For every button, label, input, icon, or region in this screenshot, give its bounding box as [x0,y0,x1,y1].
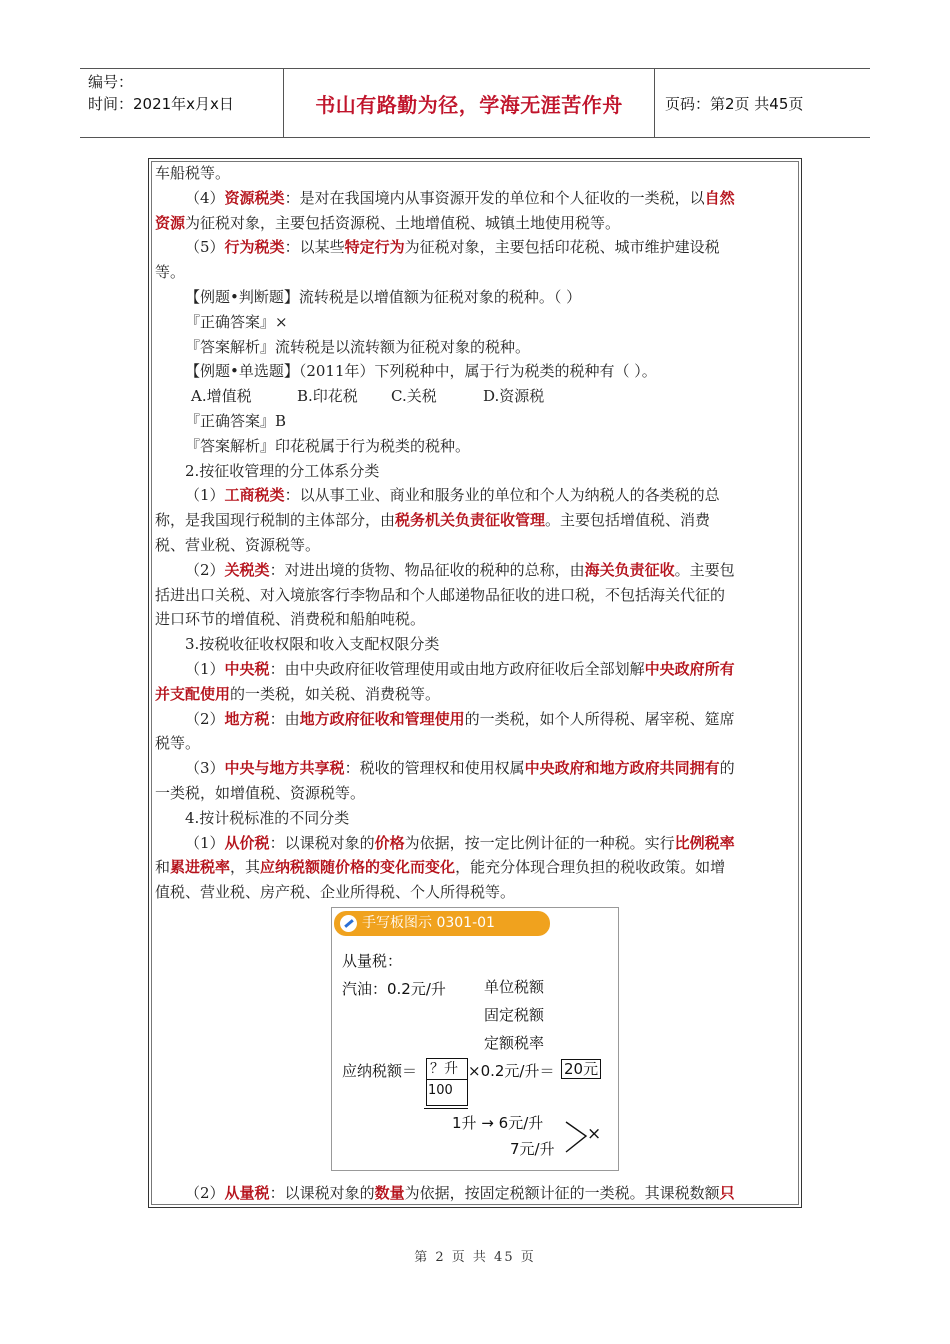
header-meta [80,69,283,137]
highlight-term: 价格 [374,833,405,852]
text-line [155,781,795,806]
figure-title-bar [334,911,550,936]
highlight-term: 关税类 [224,560,270,579]
text-line [155,855,795,880]
content-box [148,158,802,1208]
number-label: 编号： [88,73,134,91]
text-run: 值税、营业税、房产税、企业所得税、个人所得税等。 [155,883,516,902]
fig-label-quantity-tax: 从量税： [342,952,403,970]
fig-label-cross: × [587,1124,602,1144]
text-line [155,657,795,682]
text-line [155,235,795,260]
text-run: 3.按税收征收权限和收入支配权限分类 [185,635,440,654]
text-run: 的一类税，如关税、消费税等。 [230,684,441,703]
option-d: D.资源税 [483,387,545,406]
fig-label-multiply: ×0.2元/升＝ [468,1062,555,1080]
page-header [80,68,870,138]
highlight-term: 中央政府和地方政府共同拥有 [524,759,720,778]
text-run: （1） [185,486,225,505]
text-run: （2） [185,1184,225,1202]
option-c: C.关税 [391,387,437,406]
correct-answer [155,409,795,434]
highlight-term: 中央政府所有 [644,659,735,678]
example-question [155,285,795,310]
text-run: 税、营业税、资源税等。 [155,535,321,554]
text-run: 4.按计税标准的不同分类 [185,808,350,827]
text-run: 『答案解析』印花税属于行为税类的税种。 [185,436,471,455]
text-run: ：以某些 [284,238,345,257]
text-run: ：税收的管理权和使用权属 [344,759,525,778]
text-run: （1） [185,833,225,852]
fig-label-result [561,1058,601,1079]
highlight-term: 累进税率 [170,858,231,877]
fig-label-100: 100 [428,1083,453,1098]
text-line [155,756,795,781]
example-question [155,359,795,384]
text-run: 『答案解析』流转税是以流转额为征税对象的税种。 [185,337,531,356]
text-run: ：是对在我国境内从事资源开发的单位和个人征收的一类税，以 [284,188,705,207]
text-run: 税等。 [155,734,201,753]
text-run: 为依据，按固定税额计征的一类税。其课税数额 [404,1184,720,1202]
text-run: 【例题•判断题】流转税是以增值额为征税对象的税种。（ ） [185,287,582,306]
highlight-term: 数量 [374,1184,405,1202]
text-run: ：由中央政府征收管理使用或由地方政府征收后全部划解 [269,659,645,678]
text-line [155,533,795,558]
text-line [155,583,795,608]
text-line [155,1181,802,1206]
text-line [155,161,795,186]
page-footer: 第 2 页 共 45 页 [414,1250,536,1265]
text-run: 2.按征收管理的分工体系分类 [185,461,380,480]
header-motto: 书山有路勤为径，学海无涯苦作舟 [283,69,655,137]
highlight-term: 海关负责征收 [584,560,675,579]
answer-analysis [155,434,795,459]
text-run: 等。 [155,263,186,282]
text-run: 进口环节的增值税、消费税和船舶吨税。 [155,610,426,629]
pencil-icon [340,915,357,932]
highlight-term: 只 [719,1184,735,1202]
text-run: ，其 [230,858,261,877]
date-label: 时间：2021年x月x日 [88,95,234,113]
text-run: 括进出口关税、对入境旅客行李物品和个人邮递物品征收的进口税，不包括海关代征的 [155,585,726,604]
text-run: ：以从事工业、商业和服务业的单位和个人为纳税人的各类税的总 [284,486,720,505]
correct-answer [155,310,795,335]
highlight-term: 地方税 [224,709,270,728]
text-line [155,483,795,508]
text-run: 为征税对象，主要包括印花税、城市维护建设税 [404,238,720,257]
text-run: ：以课税对象的 [269,1184,375,1202]
text-run: 『正确答案』B [185,411,287,430]
fig-underline [424,1108,468,1109]
text-line [155,880,795,905]
text-line [155,211,795,236]
highlight-term: 并支配使用 [155,684,231,703]
text-run: 。主要包 [674,560,735,579]
fig-label-unit-amount: 单位税额 [484,978,545,996]
text-run: ：对进出境的货物、物品征收的税种的总称，由 [269,560,585,579]
highlight-term: 中央税 [224,659,270,678]
text-run: 一类税，如增值税、资源税等。 [155,783,366,802]
text-line [155,682,795,707]
fig-label-fixed-rate: 定额税率 [484,1034,545,1052]
text-run: （2） [185,560,225,579]
fig-result-box: 20元 [561,1059,601,1079]
text-line [155,607,795,632]
text-run: 【例题•单选题】（2011年）下列税种中，属于行为税类的税种有（ ）。 [185,362,657,381]
highlight-term: 资源 [155,213,186,232]
text-run: 的一类税，如个人所得税、屠宰税、筵席 [464,709,735,728]
fig-label-fixed-amount: 固定税额 [484,1006,545,1024]
highlight-term: 资源税类 [224,188,285,207]
text-run: 。主要包括增值税、消费 [545,511,711,530]
option-a: A.增值税 [191,387,252,406]
text-line [155,508,795,533]
text-run: 车船税等。 [155,164,231,182]
text-run: 为依据，按一定比例计征的一种税。实行 [404,833,675,852]
section-heading [155,459,795,484]
text-run: （2） [185,709,225,728]
handwriting-figure [331,907,619,1171]
fig-label-tax-payable: 应纳税额＝ [342,1062,418,1080]
text-run: （4） [185,188,225,207]
fig-divider [427,1079,467,1080]
highlight-term: 自然 [704,188,735,207]
section-heading [155,806,795,831]
highlight-term: 工商税类 [224,486,285,505]
text-run: 为征税对象，主要包括资源税、土地增值税、城镇土地使用税等。 [185,213,621,232]
highlight-term: 比例税率 [674,833,735,852]
text-run: 的 [719,759,735,778]
fig-label-gasoline: 汽油：0.2元/升 [342,980,446,998]
highlight-term: 地方政府征收和管理使用 [299,709,465,728]
highlight-term: 税务机关负责征收管理 [395,511,546,530]
text-run: ，能充分体现合理负担的税收政策。如增 [455,858,726,877]
text-line [155,731,795,756]
text-line [155,707,795,732]
text-run: 和 [155,858,171,877]
text-line [155,260,795,285]
option-b: B.印花税 [297,387,358,406]
text-run: ：由 [269,709,300,728]
section-heading [155,632,795,657]
content-text [155,161,795,905]
text-run: ：以课税对象的 [269,833,375,852]
text-run: 称，是我国现行税制的主体部分，由 [155,511,396,530]
fig-label-liters: ？升 [430,1061,458,1077]
text-run: （3） [185,759,225,778]
highlight-term: 特定行为 [344,238,405,257]
highlight-term: 从价税 [224,833,270,852]
answer-options [155,384,795,409]
page-info: 页码：第2页 共45页 [665,94,804,113]
answer-analysis [155,335,795,360]
fig-label-seven-yuan: 7元/升 [510,1140,555,1158]
figure-title: 手写板图示 0301-01 [362,915,495,931]
highlight-term: 应纳税额随价格的变化而变化 [260,858,456,877]
text-run: （1） [185,659,225,678]
text-line [155,186,795,211]
highlight-term: 从量税 [224,1184,270,1202]
text-line [155,831,795,856]
highlight-term: 中央与地方共享税 [224,759,345,778]
text-run: 『正确答案』× [185,312,288,331]
highlight-term: 行为税类 [224,238,285,257]
fig-label-one-liter: 1升 → 6元/升 [452,1114,544,1132]
text-line [155,558,795,583]
text-run: （5） [185,238,225,257]
